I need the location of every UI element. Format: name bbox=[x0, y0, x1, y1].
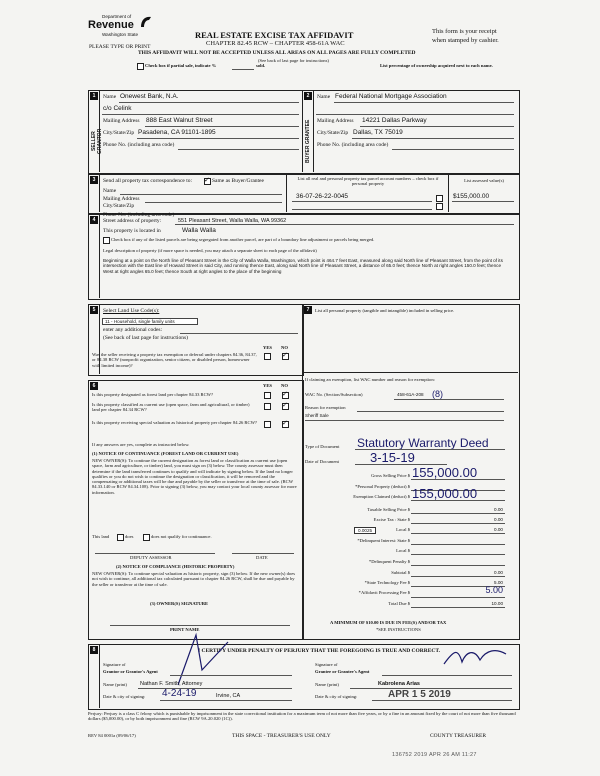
grantee-name[interactable]: Kabrolena Arias bbox=[378, 681, 420, 687]
affidavit-fee-label: *Affidavit Processing Fee $ bbox=[358, 590, 410, 595]
this-land-label: This land bbox=[92, 534, 110, 539]
assessed-value[interactable]: $155,000.00 bbox=[453, 193, 490, 200]
s6-q3-no[interactable] bbox=[282, 421, 289, 428]
local-label: Local $ bbox=[396, 527, 410, 532]
receipt-stamp: 136752 2019 APR 26 AM 11:27 bbox=[392, 752, 477, 758]
buyer-grantee-label: BUYER GRANTEE bbox=[305, 119, 311, 163]
delinq-local-label: Local $ bbox=[396, 548, 410, 553]
please-type: PLEASE TYPE OR PRINT bbox=[89, 44, 151, 50]
grantor-date-label: Date & city of signing: bbox=[103, 694, 146, 699]
partial-sale-label: Check box if partial sale, indicate % bbox=[145, 63, 217, 68]
gross-label: Gross Selling Price $ bbox=[371, 473, 410, 478]
seller-name-label: Name bbox=[103, 94, 117, 100]
section7-number: 7 bbox=[304, 306, 312, 314]
s3-name-label: Name bbox=[103, 188, 117, 194]
doc-date-value[interactable]: 3-15-19 bbox=[370, 450, 415, 465]
acceptance-warning: THIS AFFIDAVIT WILL NOT BE ACCEPTED UNLESS ALL AREAS ON ALL PAGES ARE FULLY COMPLETED bbox=[138, 50, 416, 56]
list-pct-note: List percentage of ownership acquired next to each name. bbox=[380, 63, 493, 68]
notice2-title: (2) NOTICE OF COMPLIANCE (HISTORIC PROPERTY) bbox=[116, 564, 235, 569]
owner-signature-label: (3) OWNER(S) SIGNATURE bbox=[150, 601, 209, 606]
partial-sale-checkbox[interactable] bbox=[137, 63, 144, 70]
s6-no: NO bbox=[281, 383, 288, 388]
grantor-name-label: Name (print) bbox=[103, 682, 127, 687]
legal-description[interactable]: Beginning at a point on the North line of Pleasant Street in the City of Walla Walla, Washington, which point is 464.7 feet East, measured along said North line of Pleasant Street, from the point of its intersection with the East line of Howard Street in said City, and running thence East, along said North line of Pleasant Street, a distance of 65.0 feet; thence North at right angles 150.0 feet; thence West at right angles 65.0 feet; thence South at right angles to the place of the beginning bbox=[103, 258, 503, 274]
seller-careof[interactable]: c/o Celink bbox=[103, 105, 132, 112]
local-value[interactable]: 0.00 bbox=[494, 527, 503, 532]
same-as-buyer-checkbox[interactable] bbox=[204, 178, 211, 185]
street-address[interactable]: 551 Pleasant Street, Walla Walla, WA 99362 bbox=[178, 218, 287, 224]
buyer-city[interactable]: Dallas, TX 75019 bbox=[353, 129, 403, 136]
wac-instructions: If claiming an exemption, list WAC number and reason for exemption: bbox=[305, 377, 435, 382]
total-label: Total Due $ bbox=[388, 601, 410, 606]
grantee-signature-scribble-icon bbox=[440, 644, 510, 670]
notice2-body: NEW OWNER(S): To continue special valuation as historic property, sign (3) below. If the new owner(s) does not wish to continue, all additional tax calculated pursuant to chapter 84.26 RCW, shall be due and payable by the seller or transferor at the time of sale. bbox=[92, 571, 296, 587]
seller-mailing[interactable]: 888 East Walnut Street bbox=[146, 117, 213, 124]
section-4 bbox=[88, 214, 520, 300]
section5-number: 5 bbox=[90, 306, 98, 314]
section2-number: 2 bbox=[304, 92, 312, 100]
s5-no: NO bbox=[281, 345, 288, 350]
s6-q1-no[interactable] bbox=[282, 392, 289, 399]
receipt-note1: This form is your receipt bbox=[432, 28, 497, 35]
does-label: does bbox=[125, 534, 134, 539]
s6-if-yes: If any answers are yes, complete as instructed below. bbox=[92, 442, 190, 447]
taxable-label: Taxable Selling Price $ bbox=[367, 507, 410, 512]
send-correspondence-label: Send all property tax correspondence to: bbox=[103, 178, 193, 184]
tech-fee-value[interactable]: 5.00 bbox=[494, 580, 503, 585]
see-instructions: *SEE INSTRUCTIONS bbox=[376, 627, 421, 632]
s6-yes: YES bbox=[263, 383, 272, 388]
reason-label: Reason for exemption bbox=[305, 405, 346, 410]
same-as-buyer-label: Same as Buyer/Grantee bbox=[212, 178, 264, 184]
buyer-city-label: City/State/Zip bbox=[317, 130, 349, 136]
s5-see-back: (See back of last page for instructions) bbox=[103, 335, 188, 341]
treasurer-space: THIS SPACE - TREASURER'S USE ONLY bbox=[232, 733, 331, 739]
see-back-note: (See back of last page for instructions) bbox=[258, 58, 329, 63]
segregated-label: Check box if any of the listed parcels are being segregated from another parcel, are part of a boundary line adjustment or parcels being merged. bbox=[111, 237, 375, 242]
print-name-label: PRINT NAME bbox=[170, 627, 200, 632]
logo-line2: Revenue bbox=[88, 19, 134, 31]
sig-grantee-label1: Signature of bbox=[315, 662, 338, 667]
dor-logo bbox=[88, 14, 158, 42]
deputy-date-label: DATE bbox=[256, 555, 268, 560]
notice1-body: NEW OWNER(S): To continue the current designation as forest land or classification as current use (open space, farm and agriculture, or timber) land, you must sign on (3) below. The county assessor must then determine if the land transferred continues to qualify and will indicate by signing below. If the land no longer qualifies or you do not wish to continue the designation or classification, it will be removed and the compensating or additional taxes will be due and payable by the seller or transferor at the time of sale. (RCW 84.33.140 or RCW 84.34.108). Prior to signing (3) below, you may contact your local county assessor for more information. bbox=[92, 458, 297, 495]
section3-number: 3 bbox=[90, 176, 98, 184]
gross-value[interactable]: 155,000.00 bbox=[412, 465, 478, 480]
s6-q1-yes[interactable] bbox=[264, 392, 271, 399]
grantee-name-label: Name (print) bbox=[315, 682, 339, 687]
subtotal-label: Subtotal $ bbox=[391, 570, 410, 575]
s3-mailing-label: Mailing Address bbox=[103, 196, 140, 202]
s3-city-label: City/State/Zip bbox=[103, 203, 135, 209]
grantor-city[interactable]: Irvine, CA bbox=[216, 693, 241, 699]
form-subtitle: CHAPTER 82.45 RCW – CHAPTER 458-61A WAC bbox=[206, 40, 345, 47]
land-use-select[interactable]: 11 - Household, single family units bbox=[102, 318, 198, 325]
s6-q1: Is this property designated as forest land per chapter 84.33 RCW? bbox=[92, 392, 214, 397]
sig-grantor-label1: Signature of bbox=[103, 662, 126, 667]
tech-fee-label: *State Technology Fee $ bbox=[364, 580, 410, 585]
wac-subsection-hand[interactable]: (8) bbox=[432, 389, 443, 399]
doc-type-value[interactable]: Statutory Warranty Deed bbox=[357, 436, 489, 450]
street-label: Street address of property: bbox=[103, 218, 162, 224]
delinq-interest-label: *Delinquent Interest: State $ bbox=[357, 538, 410, 543]
does-not-label: does not qualify for continuance. bbox=[151, 534, 212, 539]
exemption-label: Exemption Claimed (deduct) $ bbox=[353, 494, 410, 499]
personal-label: *Personal Property (deduct) $ bbox=[355, 484, 410, 489]
s6-q3: Is this property receiving special valuation as historical property per chapter 84.26 RCW? bbox=[92, 420, 257, 425]
minimum-note: A MINIMUM OF $10.00 IS DUE IN FEE(S) AND/OR TAX bbox=[330, 620, 447, 625]
does-not-checkbox[interactable] bbox=[143, 534, 150, 541]
excise-state-value[interactable]: 0.00 bbox=[494, 517, 503, 522]
segregated-checkbox[interactable] bbox=[103, 237, 110, 244]
affidavit-fee-value[interactable]: 5.00 bbox=[485, 585, 503, 595]
seller-mailing-label: Mailing Address bbox=[103, 118, 140, 124]
s5-yes: YES bbox=[263, 345, 272, 350]
does-checkbox[interactable] bbox=[117, 534, 124, 541]
parcel-header: List all real and personal property tax parcel account numbers – check box if personal property bbox=[297, 176, 439, 187]
located-label: This property is located in bbox=[103, 228, 161, 234]
grantor-date[interactable]: 4-24-19 bbox=[162, 688, 197, 699]
notice1-title: (1) NOTICE OF CONTINUANCE (FOREST LAND OR CURRENT USE) bbox=[92, 451, 239, 456]
wac-no-label: WAC No. (Section/Subsection) bbox=[305, 392, 363, 397]
doc-type-label: Type of Document bbox=[305, 444, 340, 449]
wac-no[interactable]: 458-61A-208 bbox=[397, 392, 424, 397]
s5-no-checkbox[interactable] bbox=[282, 353, 289, 360]
seller-phone-label: Phone No. (including area code) bbox=[103, 142, 175, 148]
s5-exemption-question: Was the seller receiving a property tax exemption or deferral under chapters 84.36, 84.37, or 84.38 RCW (nonprofit organization, senior citizen, or disabled person, homeowner with limited income)? bbox=[92, 352, 257, 368]
logo-mark-icon bbox=[138, 14, 154, 30]
certify-statement: I CERTIFY UNDER PENALTY OF PERJURY THAT THE FOREGOING IS TRUE AND CORRECT. bbox=[198, 648, 441, 654]
legal-label: Legal description of property (if more space is needed, you may attach a separate sheet to each page of the affidavit) bbox=[103, 248, 317, 253]
buyer-mailing-label: Mailing Address bbox=[317, 118, 354, 124]
buyer-name[interactable]: Federal National Mortgage Association bbox=[335, 93, 447, 100]
exemption-value[interactable]: 155,000.00 bbox=[412, 486, 478, 501]
section4-number: 4 bbox=[90, 216, 98, 224]
section8-number: 8 bbox=[90, 646, 98, 654]
logo-line3: Washington State bbox=[102, 32, 139, 37]
revision-code: REV 84 0001a (09/06/17) bbox=[88, 733, 136, 738]
sig-grantor-label2: Grantor or Grantor's Agent bbox=[103, 669, 158, 674]
logo-line1: Department of bbox=[102, 14, 132, 19]
taxable-value[interactable]: 0.00 bbox=[494, 507, 503, 512]
seller-city[interactable]: Pasadena, CA 91101-1895 bbox=[138, 129, 216, 136]
grantee-date-stamp: APR 1 5 2019 bbox=[388, 689, 451, 700]
parcel-personal-checkbox[interactable] bbox=[436, 195, 443, 202]
sig-grantee-label2: Grantee or Grantee's Agent bbox=[315, 669, 370, 674]
parcel2-personal-checkbox[interactable] bbox=[436, 203, 443, 210]
s6-q3-yes[interactable] bbox=[264, 421, 271, 428]
county-treasurer: COUNTY TREASURER bbox=[430, 733, 487, 739]
delinq-penalty-label: *Delinquent Penalty $ bbox=[368, 559, 410, 564]
additional-codes-label: enter any additional codes: bbox=[103, 327, 163, 333]
seller-city-label: City/State/Zip bbox=[103, 130, 135, 136]
section6-number: 6 bbox=[90, 382, 98, 390]
section1-number: 1 bbox=[90, 92, 98, 100]
seller-name[interactable]: Onewest Bank, N.A. bbox=[120, 93, 179, 100]
perjury-notice: Perjury: Perjury is a class C felony which is punishable by imprisonment in the state correctional institution for a maximum term of not more than five years, or by a fine in an amount fixed by the court of not more than five thousand dollars ($5,000.00), or by both imprisonment and fine (RCW 9A.20.020 (1C)). bbox=[88, 711, 516, 722]
local-rate[interactable]: 0.0025 bbox=[354, 527, 376, 534]
land-use-label: Select Land Use Code(s): bbox=[103, 308, 160, 314]
located-county[interactable]: Walla Walla bbox=[182, 227, 216, 234]
deputy-assessor-label: DEPUTY ASSESSOR bbox=[130, 555, 172, 560]
total-value[interactable]: 10.00 bbox=[491, 601, 503, 606]
seller-grantor-label: SELLER GRANTOR bbox=[91, 128, 103, 154]
excise-state-label: Excise Tax : State $ bbox=[373, 517, 410, 522]
sold-label: sold. bbox=[256, 63, 266, 68]
grantee-date-label: Date & city of signing: bbox=[315, 694, 358, 699]
s5-yes-checkbox[interactable] bbox=[264, 353, 271, 360]
grantor-name[interactable]: Nathan F. Smith, Attorney bbox=[140, 681, 203, 687]
buyer-mailing[interactable]: 14221 Dallas Parkway bbox=[362, 117, 427, 124]
assessed-header: List assessed value(s) bbox=[464, 178, 504, 183]
receipt-note2: when stamped by cashier. bbox=[432, 37, 499, 44]
buyer-name-label: Name bbox=[317, 94, 331, 100]
s3-phone-label: Phone No. (including area code) bbox=[103, 212, 175, 218]
s6-q2-no[interactable] bbox=[282, 403, 289, 410]
s6-q2: Is this property classified as current use (open space, farm and agricultural, or timber) land per chapter 84.34 RCW? bbox=[92, 402, 250, 413]
parcel-number[interactable]: 36-07-26-22-0045 bbox=[296, 193, 349, 200]
form-title: REAL ESTATE EXCISE TAX AFFIDAVIT bbox=[195, 30, 354, 40]
buyer-phone-label: Phone No. (including area code) bbox=[317, 142, 389, 148]
s6-q2-yes[interactable] bbox=[264, 403, 271, 410]
doc-date-label: Date of Document bbox=[305, 459, 339, 464]
reason-value[interactable]: Sheriff Sale bbox=[305, 413, 329, 418]
list-personal-property: List all personal property (tangible and intangible) included in selling price. bbox=[315, 308, 455, 313]
subtotal-value[interactable]: 0.00 bbox=[494, 570, 503, 575]
